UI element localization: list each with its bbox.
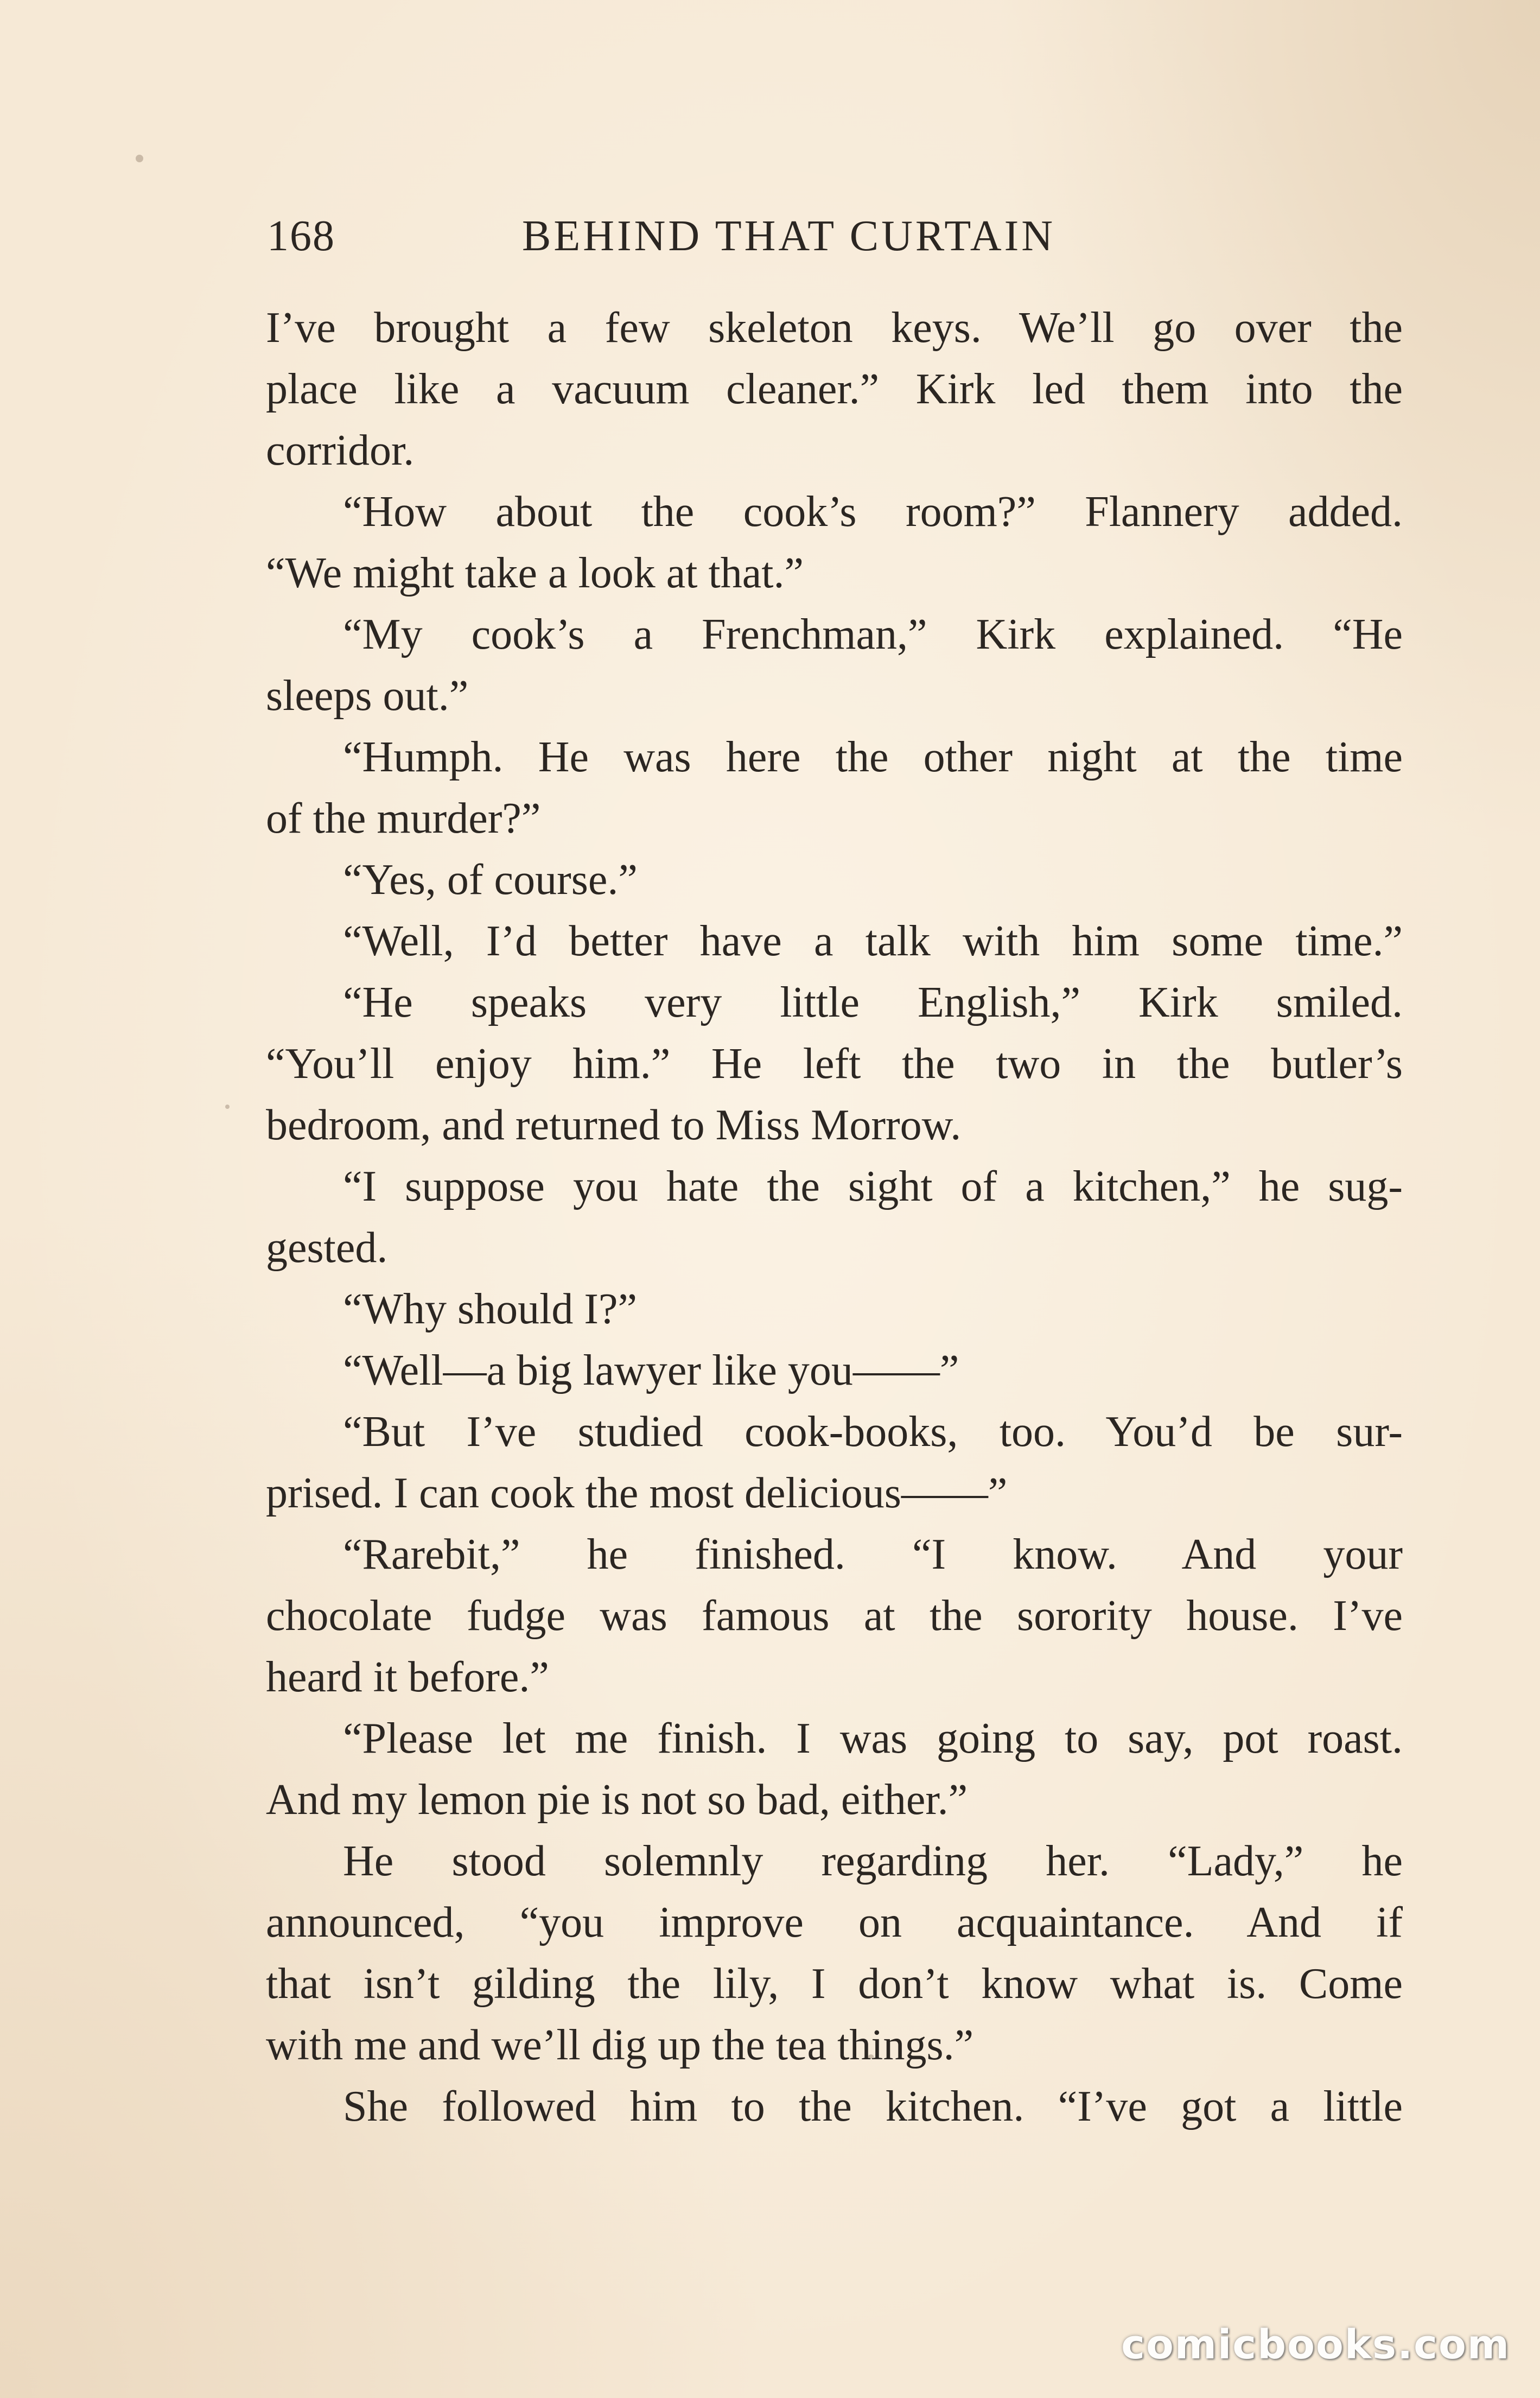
text-line: “My cook’s a Frenchman,” Kirk explained. “He [343,611,1403,658]
text-line: “Please let me finish. I was going to say, pot roast. [343,1715,1403,1762]
page-header [267,206,1135,266]
text-line: “He speaks very little English,” Kirk smiled. [343,979,1403,1026]
text-line: of the murder?” [266,795,541,842]
text-line: “Yes, of course.” [343,856,638,904]
text-line: bedroom, and returned to Miss Morrow. [266,1101,962,1149]
watermark-logo: comicbooks.com [1121,2321,1510,2368]
text-line: “Why should I?” [343,1285,638,1333]
page-number: 168 [267,212,335,260]
text-line: with me and we’ll dig up the tea things.” [266,2021,974,2069]
text-line: sleeps out.” [266,672,469,720]
text-line: “We might take a look at that.” [266,549,804,597]
page-speck [136,155,143,162]
text-line: heard it before.” [266,1653,549,1701]
text-line: that isn’t gilding the lily, I don’t know what is. Come [266,1960,1403,2008]
text-line: corridor. [266,427,415,474]
text-line: “Well, I’d better have a talk with him some time.” [343,917,1403,965]
text-line: I’ve brought a few skeleton keys. We’ll go over the [266,304,1403,352]
text-line: chocolate fudge was famous at the sorority house. I’ve [266,1592,1403,1640]
text-line: “How about the cook’s room?” Flannery added. [343,488,1403,536]
text-line: And my lemon pie is not so bad, either.” [266,1776,968,1824]
text-line: “Rarebit,” he finished. “I know. And your [343,1531,1403,1578]
text-line: gested. [266,1224,388,1272]
text-line: “Humph. He was here the other night at the time [343,733,1403,781]
text-line: She followed him to the kitchen. “I’ve got a little [343,2083,1403,2130]
text-line: prised. I can cook the most delicious——” [266,1469,1008,1517]
text-line: “You’ll enjoy him.” He left the two in the butler’s [266,1040,1403,1088]
text-line: place like a vacuum cleaner.” Kirk led them into the [266,365,1403,413]
page-speck [225,1105,230,1109]
text-line: “Well—a big lawyer like you——” [343,1347,959,1394]
text-line: “I suppose you hate the sight of a kitchen,” he sug- [343,1163,1403,1210]
body-text [266,297,1403,2137]
text-line: He stood solemnly regarding her. “Lady,” he [343,1837,1403,1885]
text-line: announced, “you improve on acquaintance. And if [266,1899,1403,1946]
text-line: “But I’ve studied cook-books, too. You’d be sur- [343,1408,1403,1456]
running-head: BEHIND THAT CURTAIN [522,212,1056,260]
